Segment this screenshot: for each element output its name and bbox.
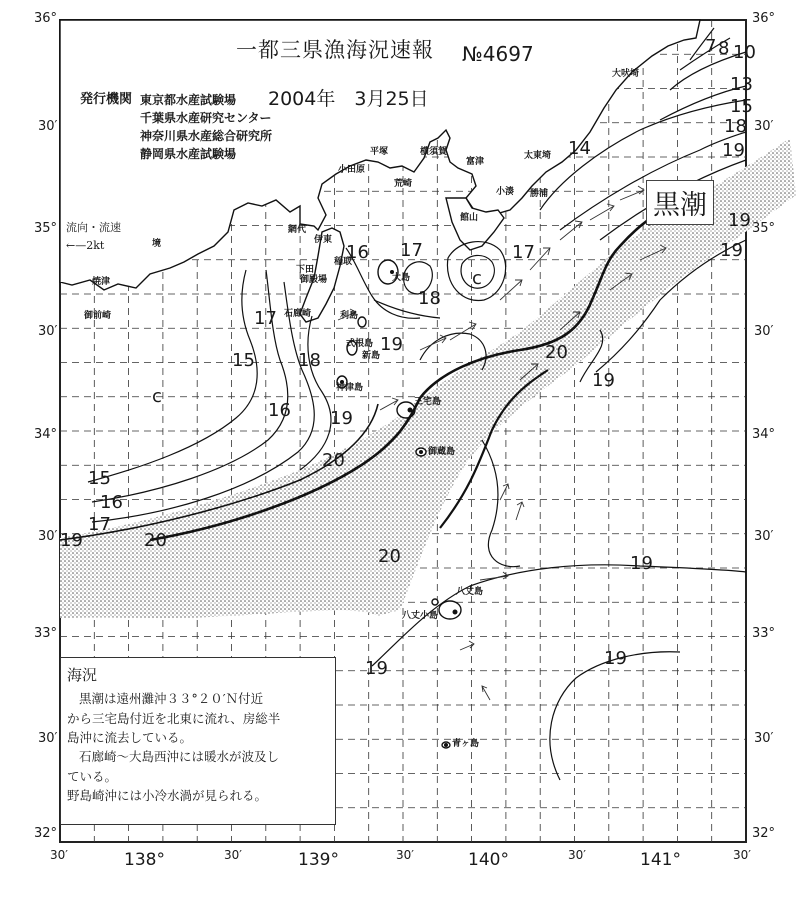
place-label: 荒崎 (394, 179, 413, 189)
place-label: 大吠埼 (612, 69, 640, 79)
place-label: 下田 (296, 265, 315, 275)
place-label: 三宅島 (414, 397, 442, 407)
place-label: 伊東 (314, 235, 333, 245)
map-title: 一都三県漁海況速報 (236, 38, 434, 62)
lat-tick-label: 30′ (38, 324, 58, 339)
isotherm-label: 19 (604, 648, 627, 669)
isotherm-label: 20 (144, 530, 167, 551)
flow-legend-title: 流向・流速 (66, 221, 121, 234)
lon-tick-label: 30′ (396, 848, 414, 862)
isotherm-label: 15 (232, 350, 255, 371)
isotherm-label: 15 (730, 96, 753, 117)
lat-tick-label: 34° (752, 427, 776, 442)
lat-tick-label: 36° (752, 11, 776, 26)
place-label: 八丈島 (456, 587, 484, 597)
isotherm-18-west (300, 316, 331, 470)
place-label: 勝浦 (530, 189, 549, 199)
place-label: 太東埼 (524, 151, 552, 161)
island-hachijokojima (432, 599, 438, 605)
isotherm-label: 17 (88, 514, 111, 535)
isotherm-label: 20 (378, 546, 401, 567)
place-label: 大島 (392, 273, 411, 283)
cold-eddy-mark: c (472, 268, 482, 289)
isotherm-label: 17 (254, 308, 277, 329)
isotherm-label: 7 (705, 36, 717, 57)
notes-line: 黒潮は遠州灘沖３３°２０′Ｎ付近 (79, 691, 264, 707)
isotherm-label: 15 (88, 468, 111, 489)
lon-tick-label: 30′ (568, 848, 586, 862)
place-label: 網代 (288, 225, 307, 235)
place-label: 御蔵島 (428, 447, 456, 457)
notes-line: 石廊崎～大島西沖には暖水が波及し (79, 749, 280, 765)
lat-tick-label: 34° (34, 427, 58, 442)
isotherm-16-west (92, 270, 288, 502)
island-hachijojima (439, 601, 461, 619)
place-label: 八丈小島 (402, 611, 439, 621)
place-label: 小田原 (338, 165, 366, 175)
issuer-1: 東京都水産試験場 (140, 93, 237, 107)
notes-line: 島沖に流去している。 (67, 730, 193, 745)
isotherm-label: 16 (100, 492, 123, 513)
isotherm-19-loop (482, 440, 520, 567)
isotherm-label: 14 (568, 138, 591, 159)
lat-tick-label: 35° (34, 221, 58, 236)
lat-tick-label: 32° (34, 826, 58, 841)
island-toshima (358, 317, 366, 327)
isotherm-label: 13 (730, 74, 753, 95)
place-label: 石廊崎 (284, 309, 312, 319)
place-label: 焼津 (92, 277, 111, 287)
flow-legend-scale: ←—2kt (66, 239, 105, 252)
place-label: 神津島 (336, 383, 364, 393)
cold-water-mark: c (152, 386, 162, 407)
place-label: 御前崎 (84, 311, 112, 321)
isotherm-label: 19 (728, 210, 751, 231)
issuer-2: 千葉県水産研究センター (140, 111, 272, 125)
notes-line: から三宅島付近を北東に流れ、房総半 (67, 710, 281, 726)
place-label: 平塚 (370, 147, 389, 157)
lat-tick-label: 33° (34, 626, 58, 641)
notes-title: 海況 (67, 666, 98, 684)
isotherm-label: 8 (718, 38, 730, 59)
lon-tick-label: 141° (640, 850, 681, 870)
lat-tick-label: 30′ (38, 731, 58, 746)
place-label: 青ヶ島 (452, 739, 480, 749)
isotherm-label: 19 (60, 530, 83, 551)
isotherm-label: 19 (630, 553, 653, 574)
place-label: 富津 (466, 157, 485, 167)
lat-tick-label: 33° (752, 626, 776, 641)
lat-tick-label: 32° (752, 826, 776, 841)
isotherm-label: 16 (268, 400, 291, 421)
isotherm-label: 20 (545, 342, 568, 363)
place-label: 境 (152, 239, 162, 249)
isotherm-label: 19 (722, 140, 745, 161)
sea-condition-notes (60, 657, 336, 825)
lon-tick-label: 30′ (50, 848, 68, 862)
lat-tick-label: 36° (34, 11, 58, 26)
issue-number: №4697 (462, 42, 534, 66)
isotherm-label: 18 (418, 288, 441, 309)
lon-tick-label: 138° (124, 850, 165, 870)
lat-tick-label: 30′ (754, 119, 774, 134)
place-label: 利島 (340, 311, 359, 321)
kuroshio-label: 黒潮 (646, 180, 714, 225)
lat-tick-label: 30′ (38, 119, 58, 134)
isotherm-label: 19 (380, 334, 403, 355)
isotherm-label: 20 (322, 450, 345, 471)
place-label: 新島 (362, 351, 381, 361)
isotherm-label: 18 (724, 116, 747, 137)
lat-tick-label: 30′ (754, 529, 774, 544)
isotherm-label: 16 (346, 242, 369, 263)
place-label: 式根島 (346, 339, 374, 349)
place-label: 御殿場 (300, 275, 328, 285)
place-label: 稲取 (334, 257, 353, 267)
lat-tick-label: 30′ (754, 731, 774, 746)
lon-tick-label: 140° (468, 850, 509, 870)
notes-line: 野島崎沖には小冷水渦が見られる。 (67, 788, 268, 804)
isotherm-label: 18 (298, 350, 321, 371)
isotherm-label: 19 (720, 240, 743, 261)
lon-tick-label: 30′ (733, 848, 751, 862)
isotherm-label: 19 (365, 658, 388, 679)
lat-tick-label: 30′ (38, 529, 58, 544)
lat-tick-label: 35° (752, 221, 776, 236)
isotherm-label: 10 (733, 42, 756, 63)
issuer-3: 神奈川県水産総合研究所 (140, 129, 273, 143)
issue-date: 2004年 3月25日 (268, 88, 429, 110)
place-label: 横須賀 (420, 147, 448, 157)
lon-tick-label: 139° (298, 850, 339, 870)
isotherm-label: 19 (330, 408, 353, 429)
isotherm-label: 17 (400, 240, 423, 261)
issuer-4: 静岡県水産試験場 (140, 147, 237, 161)
issuer-label: 発行機関 (80, 92, 133, 107)
lon-tick-label: 30′ (224, 848, 242, 862)
place-label: 小湊 (496, 187, 515, 197)
isotherm-label: 19 (592, 370, 615, 391)
isotherm-label: 17 (512, 242, 535, 263)
lat-tick-label: 30′ (754, 324, 774, 339)
place-label: 館山 (460, 213, 479, 223)
notes-line: ている。 (67, 768, 118, 784)
